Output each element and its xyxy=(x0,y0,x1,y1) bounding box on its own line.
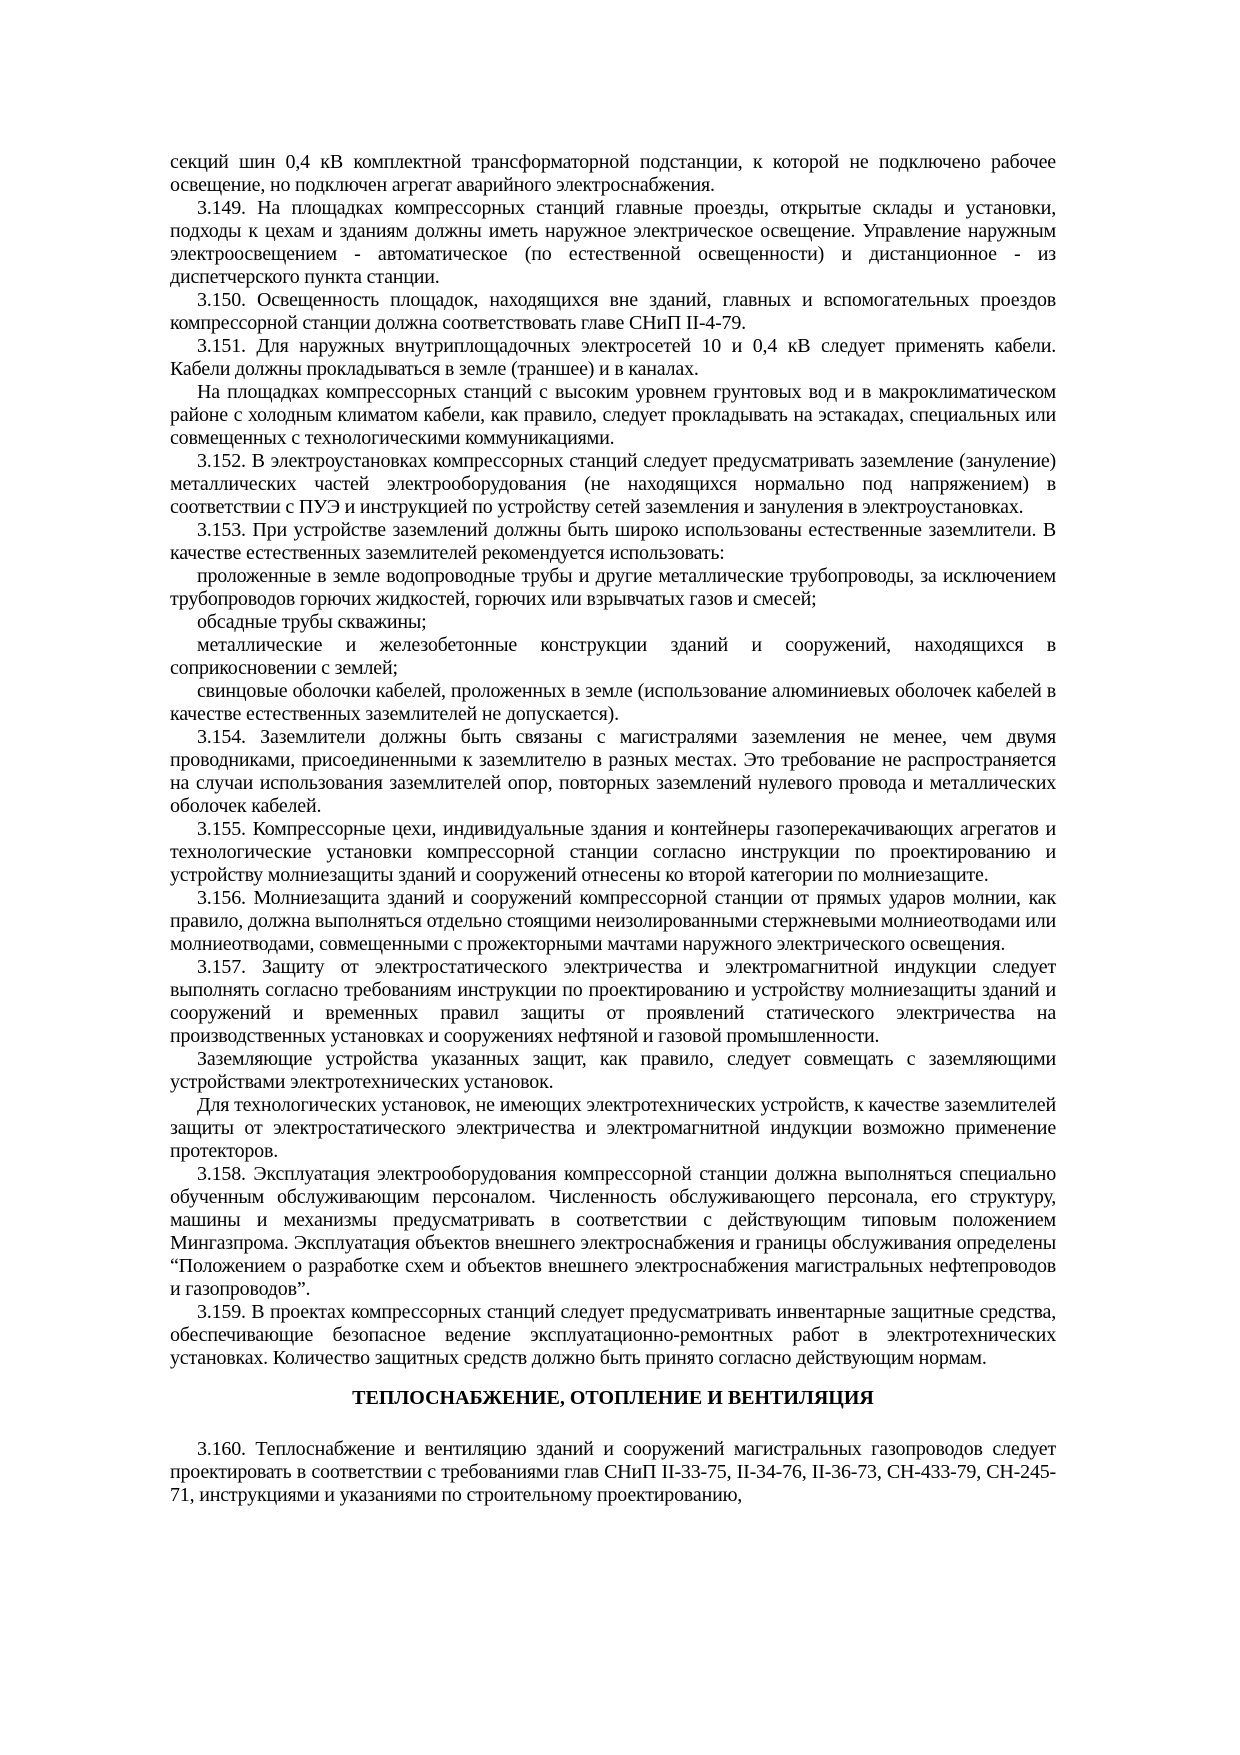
paragraph: 3.159. В проектах компрессорных станций следует предусматривать инвентарные защитные средства, обеспечивающие безопасное ведение эксплуатационно-ремонтных работ в электротехнических установках. Количество защитных средств должно быть принято согласно действующим нормам. xyxy=(170,1301,1056,1369)
paragraph: 3.160. Теплоснабжение и вентиляцию зданий и сооружений магистральных газопроводов следует проектировать в соответствии с требованиями глав СНиП II-33-75, II-34-76, II-36-73, СН-433-79, СН-245-71, инструкциями и указаниями по строительному проектированию, xyxy=(170,1438,1056,1506)
paragraph: 3.150. Освещенность площадок, находящихся вне зданий, главных и вспомогательных проездов компрессорной станции должна соответствовать главе СНиП II-4-79. xyxy=(170,289,1056,334)
paragraph: 3.149. На площадках компрессорных станций главные проезды, открытые склады и установки, подходы к цехам и зданиям должны иметь наружное электрическое освещение. Управление наружным электроосвещением - автоматическое (по естественной освещенности) и дистанционное - из диспетчерского пункта станции. xyxy=(170,197,1056,288)
paragraph: Заземляющие устройства указанных защит, как правило, следует совмещать с заземляющими устройствами электротехнических установок. xyxy=(170,1048,1056,1093)
paragraph: Для технологических установок, не имеющих электротехнических устройств, к качестве заземлителей защиты от электростатического электричества и электромагнитной индукции возможно применение протекторов. xyxy=(170,1094,1056,1162)
paragraph: металлические и железобетонные конструкции зданий и сооружений, находящихся в соприкосновении с землей; xyxy=(170,634,1056,679)
paragraph: 3.152. В электроустановках компрессорных станций следует предусматривать заземление (зануление) металлических частей электрооборудования (не находящихся нормально под напряжением) в соответствии с ПУЭ и инструкцией по устройству сетей заземления и зануления в электроустановках. xyxy=(170,450,1056,518)
paragraph: обсадные трубы скважины; xyxy=(197,611,427,633)
paragraph: 3.156. Молниезащита зданий и сооружений компрессорной станции от прямых ударов молнии, как правило, должна выполняться отдельно стоящими неизолированными стержневыми молниеотводами или молниеотводами, совмещенными с прожекторными мачтами наружного электрического освещения. xyxy=(170,887,1056,955)
paragraph: проложенные в земле водопроводные трубы и другие металлические трубопроводы, за исключением трубопроводов горючих жидкостей, горючих или взрывчатых газов и смесей; xyxy=(170,565,1056,610)
paragraph: 3.157. Защиту от электростатического электричества и электромагнитной индукции следует выполнять согласно требованиям инструкции по проектированию и устройству молниезащиты зданий и сооружений и временных правил защиты от проявлений статического электричества на производственных установках и сооружениях нефтяной и газовой промышленности. xyxy=(170,956,1056,1047)
paragraph: 3.151. Для наружных внутриплощадочных электросетей 10 и 0,4 кВ следует применять кабели. Кабели должны прокладываться в земле (траншее) и в каналах. xyxy=(170,335,1056,380)
paragraph: 3.154. Заземлители должны быть связаны с магистралями заземления не менее, чем двумя проводниками, присоединенными к заземлителю в разных местах. Это требование не распространяется на случаи использования заземлителей опор, повторных заземлений нулевого провода и металлических оболочек кабелей. xyxy=(170,726,1056,817)
paragraph: 3.158. Эксплуатация электрооборудования компрессорной станции должна выполняться специально обученным обслуживающим персоналом. Численность обслуживающего персонала, его структуру, машины и механизмы предусматривать в соответствии с действующим типовым положением Мингазпрома. Эксплуатация объектов внешнего электроснабжения и границы обслуживания определены “Положением о разработке схем и объектов внешнего электроснабжения магистральных нефтепроводов и газопроводов”. xyxy=(170,1163,1056,1300)
paragraph: секций шин 0,4 кВ комплектной трансформаторной подстанции, к которой не подключено рабочее освещение, но подключен агрегат аварийного электроснабжения. xyxy=(170,151,1056,196)
paragraph: На площадках компрессорных станций с высоким уровнем грунтовых вод и в макроклиматическом районе с холодным климатом кабели, как правило, следует прокладывать на эстакадах, специальных или совмещенных с технологическими коммуникациями. xyxy=(170,381,1056,449)
paragraph: свинцовые оболочки кабелей, проложенных в земле (использование алюминиевых оболочек кабелей в качестве естественных заземлителей не допускается). xyxy=(170,680,1056,725)
section-heading: ТЕПЛОСНАБЖЕНИЕ, ОТОПЛЕНИЕ И ВЕНТИЛЯЦИЯ xyxy=(352,1387,874,1409)
paragraph: 3.155. Компрессорные цехи, индивидуальные здания и контейнеры газоперекачивающих агрегатов и технологические установки компрессорной станции согласно инструкции по проектированию и устройству молниезащиты зданий и сооружений отнесены ко второй категории по молниезащите. xyxy=(170,818,1056,886)
paragraph: 3.153. При устройстве заземлений должны быть широко использованы естественные заземлители. В качестве естественных заземлителей рекомендуется использовать: xyxy=(170,519,1056,564)
document-text-block xyxy=(170,151,1056,1507)
